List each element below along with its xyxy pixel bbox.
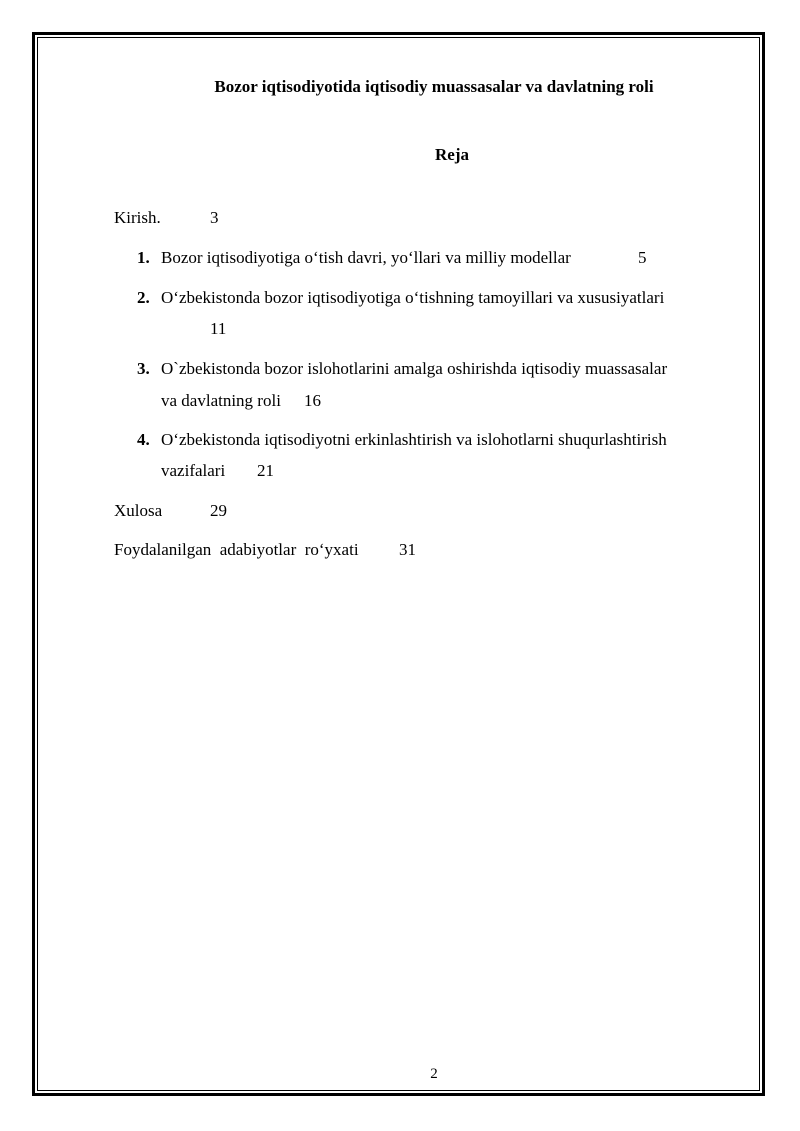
- references-page: 31: [399, 540, 416, 559]
- item-4-text-line-1: O‘zbekistonda iqtisodiyotni erkinlashtirish va islohotlarni shuqurlashtirish: [161, 430, 667, 449]
- item-3-text-line-2: va davlatning roli: [161, 391, 281, 410]
- item-3-text-line-1: O`zbekistonda bozor islohotlarini amalga oshirishda iqtisodiy muassasalar: [161, 359, 668, 378]
- item-1-page: 5: [638, 248, 647, 267]
- document-title: Bozor iqtisodiyotida iqtisodiy muassasalar va davlatning roli: [214, 77, 654, 96]
- item-4-page: 21: [257, 461, 274, 480]
- item-3-number: 3.: [137, 359, 150, 378]
- item-4-number: 4.: [137, 430, 150, 449]
- page-number: 2: [430, 1066, 438, 1082]
- item-2-page: 11: [210, 319, 227, 338]
- plan-heading: Reja: [435, 145, 469, 164]
- item-1-number: 1.: [137, 248, 150, 267]
- item-2-text: O‘zbekistonda bozor iqtisodiyotiga o‘tishning tamoyillari va xususiyatlari: [161, 288, 665, 307]
- intro-page: 3: [210, 208, 219, 227]
- page-border-inner: [37, 37, 760, 1091]
- item-1-text: Bozor iqtisodiyotiga o‘tish davri, yo‘llari va milliy modellar: [161, 248, 571, 267]
- conclusion-label: Xulosa: [114, 501, 163, 520]
- references-label: Foydalanilgan adabiyotlar ro‘yxati: [114, 540, 359, 559]
- item-2-number: 2.: [137, 288, 150, 307]
- item-4-text-line-2: vazifalari: [161, 461, 226, 480]
- item-3-page: 16: [304, 391, 321, 410]
- conclusion-page: 29: [210, 501, 227, 520]
- intro-label: Kirish.: [114, 208, 161, 227]
